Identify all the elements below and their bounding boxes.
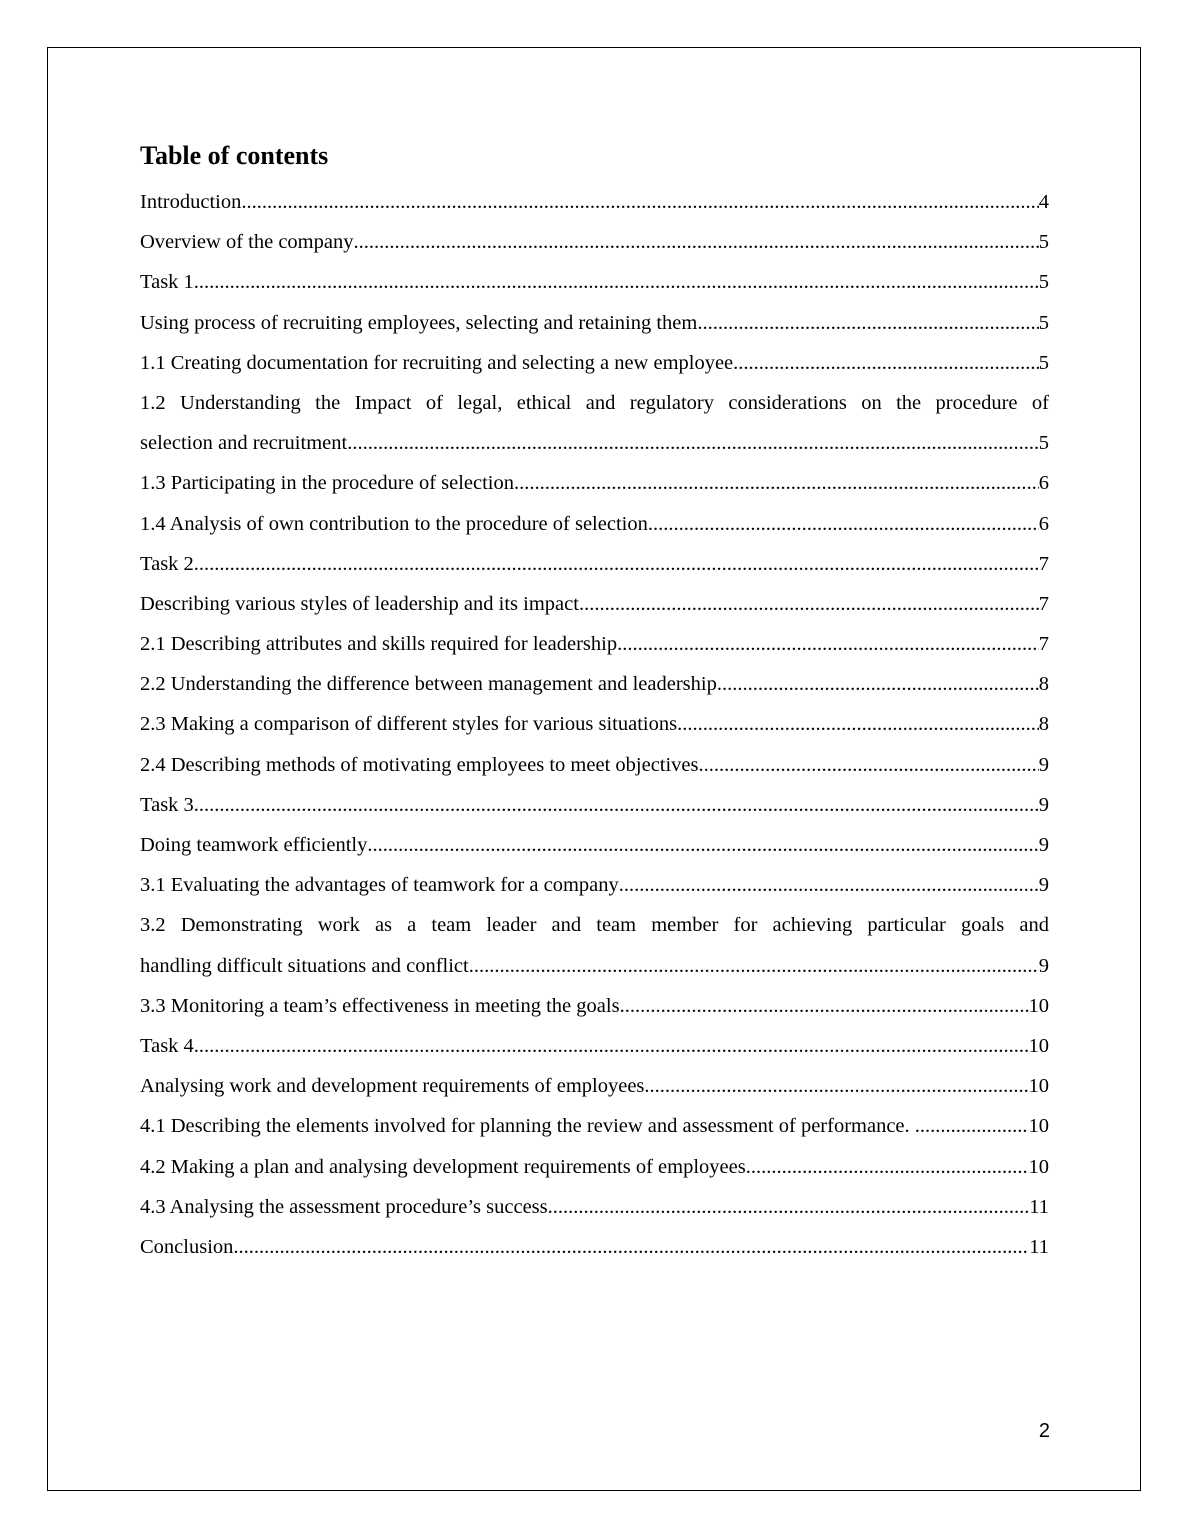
toc-entry-label-line1: 3.2 Demonstrating work as a team leader and team member for achieving particular goals and [140, 914, 1049, 937]
toc-leader [717, 664, 1039, 704]
toc-entry-label: Introduction [140, 191, 242, 213]
toc-leader [746, 1147, 1029, 1187]
toc-entry-3-2[interactable] [140, 905, 1049, 985]
toc-entry-label: Doing teamwork efficiently [140, 834, 368, 856]
toc-entry-label: 1.1 Creating documentation for recruiting and selecting a new employee [140, 351, 734, 374]
toc-page-number: 9 [1038, 954, 1049, 977]
toc-entry-leadership-styles[interactable] [140, 584, 1049, 624]
toc-page-number: 9 [1038, 834, 1049, 856]
toc-page-number: 11 [1029, 1195, 1049, 1218]
toc-entry-4-3[interactable] [140, 1187, 1049, 1227]
toc-leader [697, 303, 1038, 343]
toc-page-number: 7 [1038, 633, 1049, 656]
toc-entry-task-2[interactable] [140, 544, 1049, 584]
toc-entry-task-3[interactable] [140, 785, 1049, 825]
toc-page-number: 7 [1038, 552, 1049, 575]
toc-leader [233, 1227, 1029, 1267]
toc-entry-label: Conclusion [140, 1235, 234, 1258]
toc-entry-label: Overview of the company [140, 231, 354, 254]
toc-page-number: 5 [1038, 432, 1049, 455]
toc-entry-label: 4.2 Making a plan and analysing development requirements of employees [140, 1155, 746, 1178]
toc-entry-teamwork[interactable] [140, 825, 1049, 865]
toc-entry-label: Task 4 [140, 1034, 194, 1057]
toc-entry-work-development[interactable] [140, 1066, 1049, 1106]
toc-entry-label: 3.1 Evaluating the advantages of teamwork for a company [140, 874, 619, 897]
toc-entry-1-1[interactable] [140, 343, 1049, 383]
toc-entry-label: 1.4 Analysis of own contribution to the procedure of selection [140, 512, 648, 535]
toc-page-number: 5 [1038, 311, 1049, 334]
toc-leader [619, 865, 1039, 905]
toc-page-number: 5 [1038, 351, 1049, 374]
toc-leader [648, 504, 1039, 544]
toc-page-number: 6 [1038, 512, 1049, 535]
toc-entry-1-4[interactable] [140, 504, 1049, 544]
toc-leader [548, 1187, 1030, 1227]
toc-page-number: 4 [1038, 191, 1049, 213]
toc-entry-label: 2.1 Describing attributes and skills required for leadership [140, 633, 618, 656]
toc-leader [353, 222, 1038, 262]
toc-entry-label: 2.4 Describing methods of motivating employees to meet objectives [140, 753, 699, 776]
toc-entry-1-2[interactable] [140, 383, 1049, 463]
toc-entry-label-line2: handling difficult situations and conflict [140, 954, 469, 977]
toc-entry-2-2[interactable] [140, 664, 1049, 704]
page-number: 2 [1038, 1420, 1050, 1442]
toc-leader [194, 785, 1039, 825]
toc-leader [514, 463, 1039, 503]
toc-leader [579, 584, 1039, 624]
toc-leader [677, 704, 1039, 744]
toc-entry-2-3[interactable] [140, 704, 1049, 744]
toc-entry-conclusion[interactable] [140, 1227, 1049, 1267]
toc-entry-task-1[interactable] [140, 262, 1049, 302]
toc-leader [699, 745, 1039, 785]
toc-page-number: 9 [1038, 753, 1049, 776]
toc-entry-overview[interactable] [140, 222, 1049, 262]
toc-leader [367, 825, 1038, 865]
toc-entry-1-3[interactable] [140, 463, 1049, 503]
toc-entry-label: 3.3 Monitoring a team’s effectiveness in meeting the goals [140, 994, 620, 1017]
toc-entry-3-3[interactable] [140, 986, 1049, 1026]
toc-entry-label: 1.3 Participating in the procedure of selection [140, 472, 515, 495]
toc-entry-label: Task 3 [140, 793, 194, 816]
toc-leader [194, 544, 1039, 584]
toc-entry-3-1[interactable] [140, 865, 1049, 905]
toc-leader [194, 262, 1039, 302]
toc-leader [620, 986, 1029, 1026]
toc-page-number: 9 [1038, 874, 1049, 897]
toc-entry-label: Using process of recruiting employees, selecting and retaining them [140, 311, 698, 334]
toc-entry-recruiting-process[interactable] [140, 303, 1049, 343]
toc-leader [469, 946, 1039, 986]
toc-page-number: 10 [1028, 1115, 1049, 1138]
toc-leader [347, 423, 1039, 463]
toc-entry-label: 4.1 Describing the elements involved for planning the review and assessment of performance. [140, 1115, 915, 1138]
toc-page-number: 10 [1028, 1075, 1049, 1098]
toc-page-number: 8 [1038, 673, 1049, 696]
toc-page-number: 10 [1028, 994, 1049, 1017]
toc-entry-task-4[interactable] [140, 1026, 1049, 1066]
toc-entry-label: 4.3 Analysing the assessment procedure’s success [140, 1195, 548, 1218]
toc-entry-label-line2: selection and recruitment [140, 432, 348, 455]
toc-page-number: 7 [1038, 592, 1049, 615]
toc-leader [617, 624, 1039, 664]
toc-page-number: 5 [1038, 271, 1049, 294]
toc-entry-label: Task 1 [140, 271, 194, 294]
toc-page-number: 10 [1028, 1155, 1049, 1178]
toc-leader [644, 1066, 1028, 1106]
toc-page-number: 11 [1029, 1235, 1049, 1258]
toc-page-number: 6 [1038, 472, 1049, 495]
toc-page-number: 5 [1038, 231, 1049, 254]
toc-entry-label: 2.2 Understanding the difference between management and leadership [140, 673, 717, 696]
toc-page-number: 10 [1028, 1034, 1049, 1057]
toc-entry-4-2[interactable] [140, 1147, 1049, 1187]
toc-entry-label: 2.3 Making a comparison of different styles for various situations [140, 713, 678, 736]
toc-entry-label-line1: 1.2 Understanding the Impact of legal, ethical and regulatory considerations on the procedure of [140, 391, 1049, 414]
toc-entry-introduction[interactable] [140, 182, 1049, 222]
toc-entry-4-1[interactable] [140, 1106, 1049, 1146]
toc-entry-label: Task 2 [140, 552, 194, 575]
toc-entry-label: Describing various styles of leadership and its impact [140, 592, 579, 615]
toc-page-number: 9 [1038, 793, 1049, 816]
toc-entry-2-4[interactable] [140, 745, 1049, 785]
toc-leader [733, 343, 1039, 383]
toc-leader [194, 1026, 1029, 1066]
toc-entry-label: Analysing work and development requirements of employees [140, 1075, 645, 1098]
toc-leader [241, 182, 1038, 222]
toc-entry-2-1[interactable] [140, 624, 1049, 664]
toc-leader [915, 1106, 1029, 1146]
toc-title: Table of contents [140, 141, 329, 170]
toc-page-number: 8 [1038, 713, 1049, 736]
table-of-contents [140, 138, 1049, 1267]
